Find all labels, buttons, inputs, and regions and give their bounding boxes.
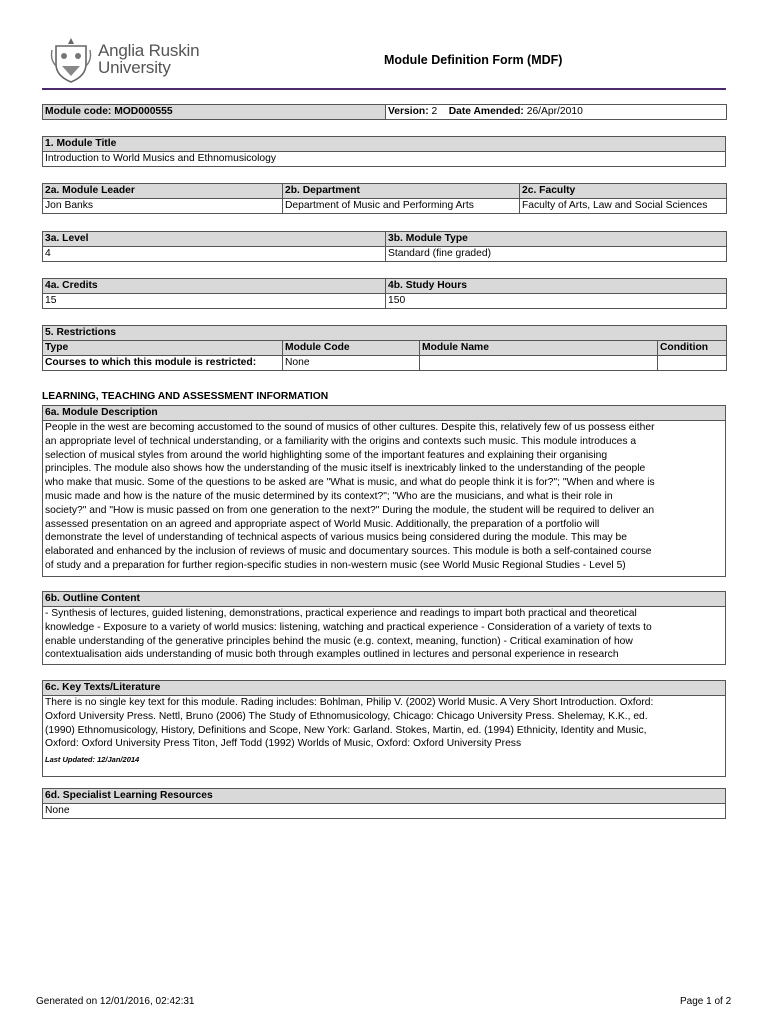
restrictions-col-code: Module Code [283,341,420,356]
restrictions-head: 5. Restrictions [43,326,727,341]
last-updated: Last Updated: 12/Jan/2014 [45,755,140,765]
restrictions-row-label: Courses to which this module is restricted: [43,356,283,371]
restrictions-col-name: Module Name [420,341,658,356]
resources-value: None [43,804,726,819]
desc-line: demonstrate the level of understanding of technical aspects of various musics being considered during the module. This may be [45,532,627,544]
department-value: Department of Music and Performing Arts [283,199,520,214]
desc-line: of study and a preparation for further region-specific studies in non-western music (see World Music Regional Studies - Level 5) [45,559,626,571]
desc-line: who make that music. Some of the questions to be asked are "What is music, and what do people think it is for?"; "When and where is [45,477,655,489]
resources-head: 6d. Specialist Learning Resources [43,789,726,804]
module-meta-table [42,104,727,120]
outline-line: enable understanding of the generative principles behind the music (e.g. context, meaning, function) - Critical examination of how [45,635,633,647]
university-logo [50,36,210,84]
leader-table [42,183,727,214]
study-hours-value: 150 [386,294,727,309]
restrictions-col-condition: Condition [658,341,727,356]
date-amended-label: Date Amended: [448,106,524,117]
header-divider [42,88,726,90]
credits-head: 4a. Credits [43,279,386,294]
module-code: Module code: MOD000555 [43,105,386,120]
outline-line: - Synthesis of lectures, guided listening, demonstrations, practical experience and readings to impart both practical and theoretical [45,608,637,619]
module-type-value: Standard (fine graded) [386,247,727,262]
module-title-table [42,136,726,167]
department-head: 2b. Department [283,184,520,199]
texts-line: There is no single key text for this module. Rading includes: Bohlman, Philip V. (2002) World Music. A Very Short Introduction. Oxford: [45,697,654,708]
outline-line: knowledge - Exposure to a variety of world musics: listening, watching and practical experience - Consideration of a variety of texts to [45,621,652,633]
version-date-cell [386,105,727,120]
logo-line-2: University [98,58,171,77]
crest-icon [50,36,92,84]
desc-line: music made and how is the nature of the music determined by its context?"; "Who are the musicians, and what is their role in [45,490,613,502]
texts-line: Oxford: Oxford University Press Titon, Jeff Todd (1992) Worlds of Music, Oxford: Oxford University Press [45,738,522,750]
texts-line: (1990) Ethnomusicology, History, Definitions and Scope, New York: Garland. Stokes, Martin, ed. (1994) Ethnicity, Identity and Music, [45,724,647,736]
generated-timestamp: Generated on 12/01/2016, 02:42:31 [36,996,195,1007]
desc-line: selection of musical styles from around the world highlighting some of the important features and explaining their organising [45,449,608,461]
desc-line: society?" and "How is music passed on from one generation to the next?" During the module, the student will be required to deliver an [45,504,655,516]
module-title-value: Introduction to World Musics and Ethnomusicology [43,152,726,167]
date-amended-value: 26/Apr/2010 [526,106,583,117]
texts-line: Oxford University Press. Nettl, Bruno (2006) The Study of Ethnomusicology, Chicago: Chicago University Press. Shelemay, K.K., ed. [45,710,648,722]
outline-head-table [42,591,726,607]
level-head: 3a. Level [43,232,386,247]
section-title: LEARNING, TEACHING AND ASSESSMENT INFORMATION [42,391,329,402]
version-label: Version: [388,106,429,117]
page-number: Page 1 of 2 [680,996,732,1007]
level-table [42,231,727,262]
module-leader-head: 2a. Module Leader [43,184,283,199]
module-description [42,420,726,577]
logo-line-1: Anglia Ruskin [98,41,200,60]
logo-text [98,42,199,76]
desc-line: elaborated and enhanced by the inclusion of reviews of music and documentary sources. This module is both a self-contained course [45,546,652,558]
restrictions-row-code: None [283,356,420,371]
key-texts-head-table [42,680,726,696]
faculty-value: Faculty of Arts, Law and Social Sciences [520,199,727,214]
key-texts-head: 6c. Key Texts/Literature [43,681,726,696]
form-title: Module Definition Form (MDF) [384,53,563,67]
description-head: 6a. Module Description [43,406,726,421]
faculty-head: 2c. Faculty [520,184,727,199]
credits-table [42,278,727,309]
desc-line: an appropriate level of technical understanding, or a familiarity with the origins and contexts such music. This module introduces a [45,435,637,447]
level-value: 4 [43,247,386,262]
credits-value: 15 [43,294,386,309]
desc-line: assessed presentation on an agreed and appropriate aspect of World Music. Additionally, the preparation of a portfolio will [45,518,600,530]
module-type-head: 3b. Module Type [386,232,727,247]
outline-content [42,606,726,665]
module-leader-value: Jon Banks [43,199,283,214]
outline-head: 6b. Outline Content [43,592,726,607]
desc-line: People in the west are becoming accustomed to the sound of musics of other cultures. Despite this, relatively few of us possess either [45,422,655,433]
restrictions-row-condition [658,356,727,371]
resources-table [42,788,726,819]
module-title-head: 1. Module Title [43,137,726,152]
restrictions-table [42,325,727,371]
key-texts [42,695,726,777]
table-row [43,356,727,371]
outline-line: contextualisation aids understanding of music both through examples outlined in lectures and personal experience in research [45,649,619,661]
study-hours-head: 4b. Study Hours [386,279,727,294]
version-value: 2 [431,106,438,117]
desc-line: principles. The module also shows how the understanding of the music itself is inextricably linked to the understanding of the people [45,463,646,475]
restrictions-row-name [420,356,658,371]
restrictions-col-type: Type [43,341,283,356]
description-head-table [42,405,726,421]
